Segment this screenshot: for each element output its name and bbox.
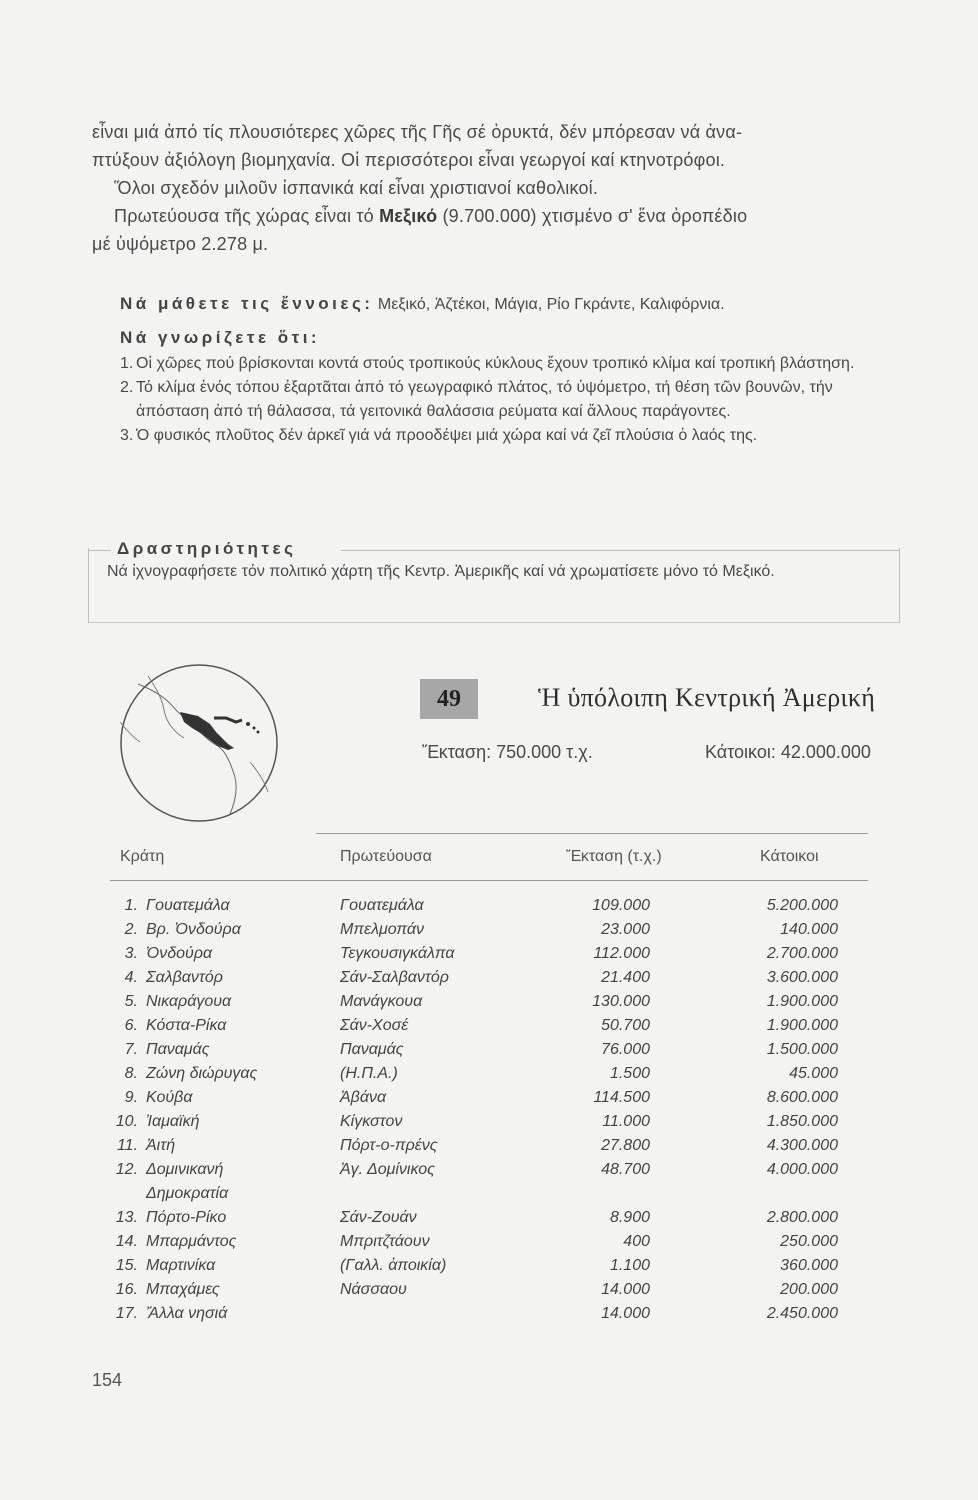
intro-line: μέ ὑψόμετρο 2.278 μ. bbox=[92, 234, 269, 254]
table-row bbox=[0, 1089, 978, 1113]
row-state-continued: Δημοκρατία bbox=[146, 1185, 229, 1202]
table-row bbox=[0, 1113, 978, 1137]
row-number: 13. bbox=[115, 1209, 138, 1226]
table-row bbox=[0, 1041, 978, 1065]
table-row bbox=[0, 969, 978, 993]
activity-border bbox=[341, 550, 899, 551]
row-state: Ἰαμαϊκή bbox=[146, 1113, 200, 1130]
row-number: 1. bbox=[124, 897, 138, 914]
col-header-capital: Πρωτεύουσα bbox=[340, 848, 432, 865]
row-capital: Μπελμοπάν bbox=[340, 921, 425, 938]
row-population: 2.800.000 bbox=[766, 1209, 838, 1226]
row-area: 1.100 bbox=[609, 1257, 650, 1274]
row-capital: Ἀγ. Δομίνικος bbox=[340, 1161, 435, 1178]
row-population: 1.900.000 bbox=[766, 993, 838, 1010]
learn-concepts bbox=[120, 292, 910, 317]
activity-box bbox=[88, 539, 900, 623]
intro-line: Ὅλοι σχεδόν μιλοῦν ἰσπανικά καί εἶναι χριστιανοί καθολικοί. bbox=[114, 178, 599, 198]
row-capital: Νάσσαου bbox=[340, 1281, 407, 1298]
row-state: Σαλβαντόρ bbox=[146, 969, 223, 986]
activity-text: Νά ἰχνογραφήσετε τόν πολιτικό χάρτη τῆς Κεντρ. Ἀμερικῆς καί νά χρωματίσετε μόνο τό Μεξικό. bbox=[107, 563, 775, 580]
section-title: Ἡ ὑπόλοιπη Κεντρική Ἀμερική bbox=[538, 683, 876, 712]
col-header-population: Κάτοικοι bbox=[760, 848, 819, 865]
know-list bbox=[120, 352, 880, 448]
row-number: 14. bbox=[115, 1233, 138, 1250]
row-state: Πόρτο-Ρίκο bbox=[146, 1209, 227, 1226]
learn-heading: Νά μάθετε τις ἔννοιες: bbox=[120, 294, 374, 313]
know-heading: Νά γνωρίζετε ὅτι: bbox=[120, 328, 321, 347]
row-state: Παναμάς bbox=[146, 1041, 210, 1058]
row-state: Δομινικανή bbox=[146, 1161, 224, 1178]
row-state: Μπαχάμες bbox=[146, 1281, 220, 1298]
know-item-text: Ὁ φυσικός πλοῦτος δέν ἀρκεῖ γιά νά προοδέψει μιά χώρα καί νά ζεῖ πλούσια ὁ λαός της. bbox=[136, 427, 758, 444]
intro-paragraph bbox=[92, 118, 900, 258]
capital-sentence bbox=[92, 202, 900, 230]
total-population: Κάτοικοι: 42.000.000 bbox=[705, 742, 871, 762]
col-header-area: Ἔκταση (τ.χ.) bbox=[566, 848, 662, 865]
row-capital: Σάν-Χοσέ bbox=[340, 1017, 409, 1034]
row-number: 2. bbox=[124, 921, 138, 938]
row-capital: Παναμάς bbox=[340, 1041, 404, 1058]
row-population: 200.000 bbox=[780, 1281, 838, 1298]
row-capital: Σάν-Ζουάν bbox=[340, 1209, 417, 1226]
row-area: 50.700 bbox=[601, 1017, 650, 1034]
row-area: 400 bbox=[623, 1233, 650, 1250]
table-row bbox=[0, 1233, 978, 1257]
row-population: 4.300.000 bbox=[766, 1137, 838, 1154]
row-number: 10. bbox=[115, 1113, 138, 1130]
row-capital: Ἀβάνα bbox=[340, 1089, 387, 1106]
know-item bbox=[120, 376, 880, 424]
row-population: 1.900.000 bbox=[766, 1017, 838, 1034]
row-population: 5.200.000 bbox=[766, 897, 838, 914]
row-area: 130.000 bbox=[592, 993, 650, 1010]
row-population: 360.000 bbox=[780, 1257, 838, 1274]
intro-line: πτύξουν ἀξιόλογη βιομηχανία. Οἱ περισσότεροι εἶναι γεωργοί καί κτηνοτρόφοι. bbox=[92, 150, 726, 170]
row-area: 109.000 bbox=[592, 897, 650, 914]
table-row bbox=[0, 1257, 978, 1281]
row-state: Μαρτινίκα bbox=[146, 1257, 216, 1274]
row-capital: Σάν-Σαλβαντόρ bbox=[340, 969, 449, 986]
table-row bbox=[0, 1065, 978, 1089]
row-area: 8.900 bbox=[609, 1209, 650, 1226]
row-population: 2.450.000 bbox=[766, 1305, 838, 1322]
row-state: Κόστα-Ρίκα bbox=[146, 1017, 227, 1034]
row-state: Ἀιτή bbox=[146, 1137, 176, 1154]
table-row bbox=[0, 1305, 978, 1329]
know-item-text: Οἱ χῶρες πού βρίσκονται κοντά στούς τροπικούς κύκλους ἔχουν τροπικό κλίμα καί τροπική βλάστηση. bbox=[136, 355, 855, 372]
row-capital: Γουατεμάλα bbox=[340, 897, 424, 914]
row-number: 15. bbox=[115, 1257, 138, 1274]
table-row bbox=[0, 897, 978, 921]
row-number: 17. bbox=[115, 1305, 138, 1322]
row-population: 8.600.000 bbox=[766, 1089, 838, 1106]
know-item-number: 3. bbox=[120, 427, 134, 444]
row-area: 76.000 bbox=[601, 1041, 650, 1058]
table-row bbox=[0, 1281, 978, 1305]
capital-name: Μεξικό bbox=[379, 206, 438, 226]
row-area: 14.000 bbox=[601, 1305, 650, 1322]
row-area: 11.000 bbox=[602, 1113, 650, 1130]
row-state: Ἄλλα νησιά bbox=[146, 1305, 228, 1322]
capital-post: (9.700.000) χτισμένο σ' ἕνα ὀροπέδιο bbox=[437, 206, 748, 226]
table-row bbox=[0, 945, 978, 969]
row-capital: Μανάγκουα bbox=[340, 993, 423, 1010]
row-area: 27.800 bbox=[601, 1137, 650, 1154]
row-state: Κούβα bbox=[146, 1089, 193, 1106]
row-number: 7. bbox=[124, 1041, 138, 1058]
row-area: 114.500 bbox=[593, 1089, 650, 1106]
table-rule-top bbox=[316, 833, 868, 834]
total-area: Ἔκταση: 750.000 τ.χ. bbox=[422, 742, 593, 762]
row-capital: Τεγκουσιγκάλπα bbox=[340, 945, 455, 962]
col-header-states: Κράτη bbox=[120, 848, 165, 865]
row-number: 5. bbox=[124, 993, 138, 1010]
table-row bbox=[0, 1017, 978, 1041]
know-item-number: 1. bbox=[120, 355, 134, 372]
row-area: 23.000 bbox=[601, 921, 650, 938]
page-number: 154 bbox=[92, 1370, 123, 1390]
know-item bbox=[120, 424, 880, 448]
row-area: 1.500 bbox=[609, 1065, 650, 1082]
know-item bbox=[120, 352, 880, 376]
capital-pre: Πρωτεύουσα τῆς χώρας εἶναι τό bbox=[114, 206, 380, 226]
row-capital: (Η.Π.Α.) bbox=[340, 1065, 398, 1082]
intro-line: εἶναι μιά ἀπό τίς πλουσιότερες χῶρες τῆς Γῆς σέ ὀρυκτά, δέν μπόρεσαν νά ἀνα- bbox=[92, 122, 743, 142]
row-area: 21.400 bbox=[601, 969, 650, 986]
activity-heading: Δραστηριότητες bbox=[117, 539, 297, 558]
row-population: 4.000.000 bbox=[766, 1161, 838, 1178]
row-area: 14.000 bbox=[601, 1281, 650, 1298]
row-population: 1.850.000 bbox=[766, 1113, 838, 1130]
row-capital: Μπριτζτάουν bbox=[340, 1233, 430, 1250]
table-row bbox=[0, 1209, 978, 1233]
row-area: 112.000 bbox=[593, 945, 650, 962]
row-state: Μπαρμάντος bbox=[146, 1233, 237, 1250]
row-capital: Κίγκστον bbox=[340, 1113, 403, 1130]
row-state: Ζώνη διώρυγας bbox=[146, 1065, 258, 1082]
know-item-number: 2. bbox=[120, 379, 134, 396]
activity-border bbox=[89, 550, 111, 551]
row-number: 16. bbox=[115, 1281, 138, 1298]
row-state: Ὀνδούρα bbox=[146, 945, 213, 962]
row-number: 12. bbox=[115, 1161, 138, 1178]
row-number: 4. bbox=[124, 969, 138, 986]
table-row bbox=[0, 921, 978, 945]
row-population: 1.500.000 bbox=[766, 1041, 838, 1058]
table-row bbox=[0, 993, 978, 1017]
row-population: 45.000 bbox=[789, 1065, 838, 1082]
know-item-text: Τό κλίμα ἑνός τόπου ἐξαρτᾶται ἀπό τό γεωγραφικό πλάτος, τό ὑψόμετρο, τή θέση τῶν βουνῶν, τήν ἀπόσταση ἀπό τή θάλασσα, τά γειτονικά θαλάσσια ρεύματα καί ἄλλους παράγοντες. bbox=[136, 379, 833, 420]
globe-map-icon bbox=[118, 662, 280, 824]
row-population: 250.000 bbox=[780, 1233, 838, 1250]
row-population: 3.600.000 bbox=[766, 969, 838, 986]
know-section bbox=[120, 326, 880, 448]
row-number: 3. bbox=[124, 945, 138, 962]
row-state: Γουατεμάλα bbox=[146, 897, 230, 914]
row-number: 8. bbox=[124, 1065, 138, 1082]
table-row bbox=[0, 1137, 978, 1161]
row-population: 2.700.000 bbox=[766, 945, 838, 962]
row-state: Νικαράγουα bbox=[146, 993, 232, 1010]
table-rule-header bbox=[110, 880, 868, 881]
table-row bbox=[0, 1161, 978, 1209]
row-state: Βρ. Ὀνδούρα bbox=[146, 921, 241, 938]
learn-terms: Μεξικό, Ἀζτέκοι, Μάγια, Ρίο Γκράντε, Καλιφόρνια. bbox=[377, 296, 725, 313]
row-area: 48.700 bbox=[601, 1161, 650, 1178]
row-number: 6. bbox=[124, 1017, 138, 1034]
row-capital: Πόρτ-ο-πρένς bbox=[340, 1137, 438, 1154]
row-population: 140.000 bbox=[780, 921, 838, 938]
row-number: 11. bbox=[116, 1137, 138, 1154]
row-capital: (Γαλλ. ἀποικία) bbox=[340, 1257, 447, 1274]
section-number-badge: 49 bbox=[420, 679, 478, 719]
row-number: 9. bbox=[124, 1089, 138, 1106]
